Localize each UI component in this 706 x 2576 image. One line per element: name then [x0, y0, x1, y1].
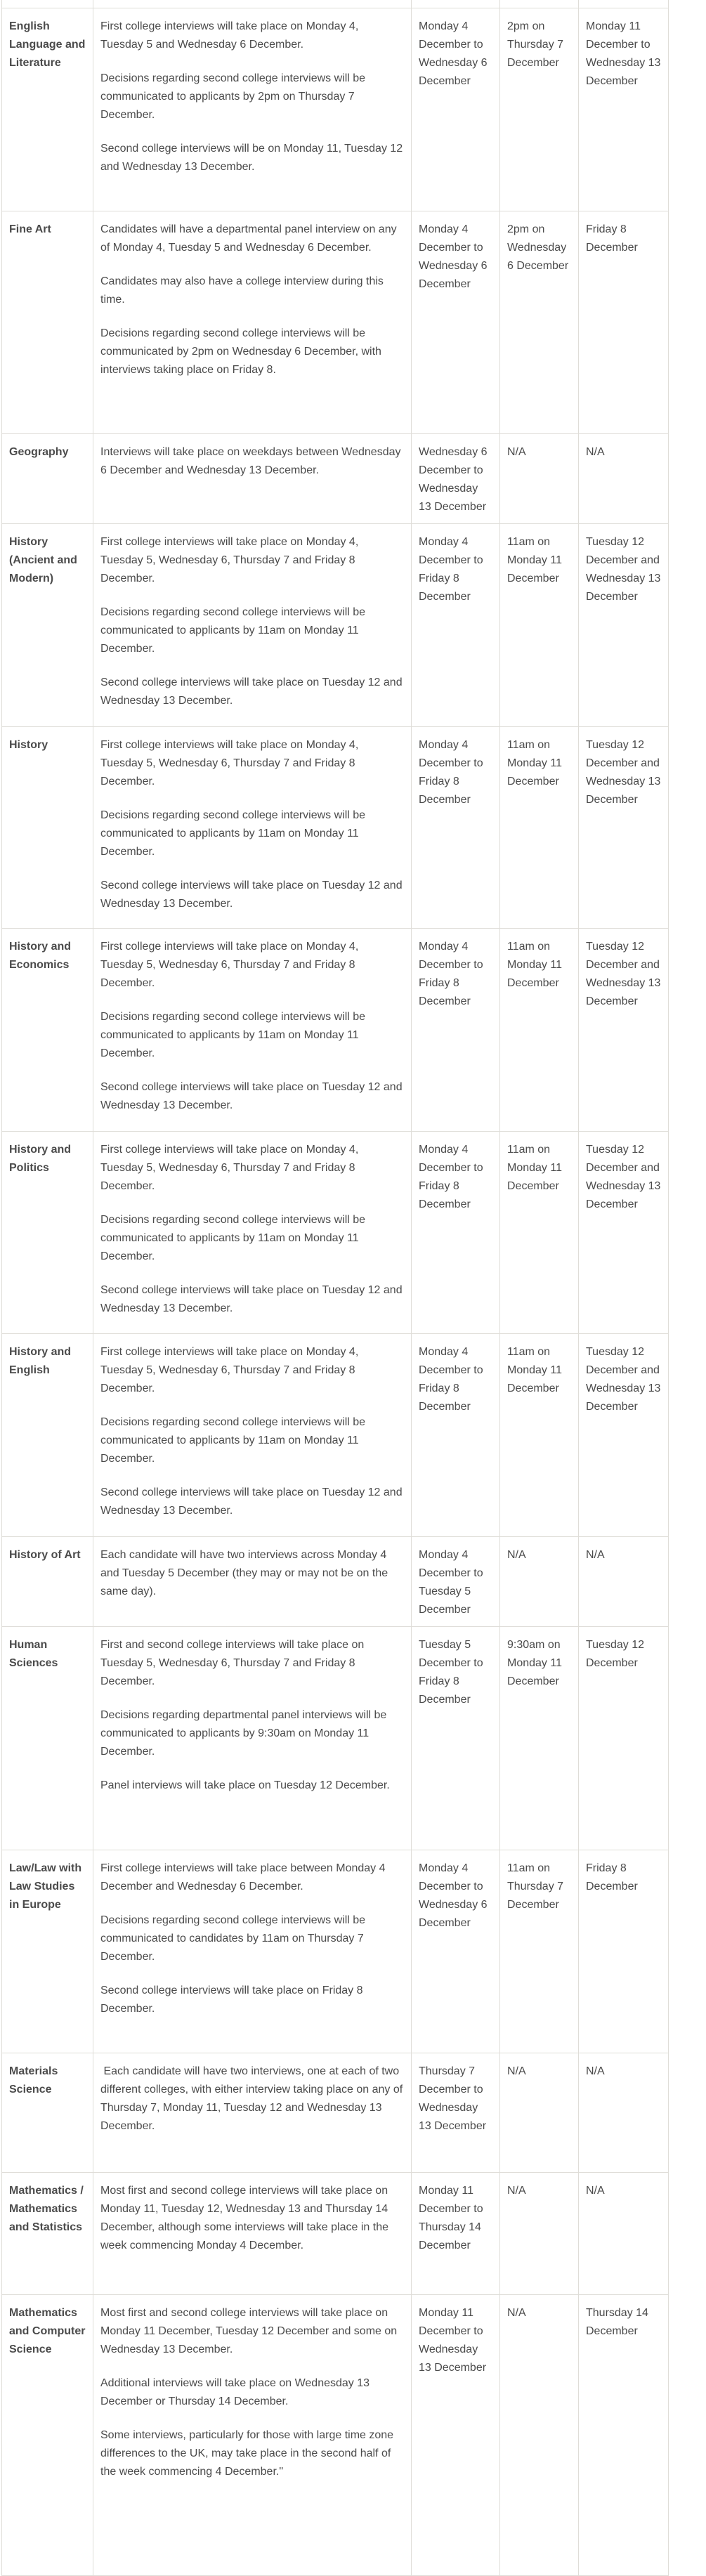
subject-cell: History — [2, 727, 93, 929]
description-paragraph: First college interviews will take place on Monday 4, Tuesday 5, Wednesday 6, Thursday 7 and Friday 8 December. — [100, 941, 359, 989]
second-interviews-cell: Tuesday 12 December and Wednesday 13 December — [579, 727, 669, 929]
description-cell — [93, 1537, 412, 1627]
table-row — [2, 1850, 669, 2053]
description-paragraph: First college interviews will take place on Monday 4, Tuesday 5, Wednesday 6, Thursday 7 and Friday 8 December. — [100, 1144, 359, 1192]
table-row — [2, 2053, 669, 2173]
second-interviews-cell: N/A — [579, 434, 669, 524]
first-interviews-dates-cell: Monday 4 December to Friday 8 December — [412, 929, 500, 1132]
first-interviews-dates-cell: Monday 11 December to Thursday 14 December — [412, 2173, 500, 2295]
description-paragraph: Each candidate will have two interviews, one at each of two different colleges, with either interview taking place on any of Thursday 7, Monday 11, Tuesday 12 and Wednesday 13 December. — [100, 2065, 403, 2132]
description-paragraph: First and second college interviews will take place on Tuesday 5, Wednesday 6, Thursday 7 and Friday 8 December. — [100, 1639, 365, 1687]
description-paragraph: Second college interviews will take place on Tuesday 12 and Wednesday 13 December. — [100, 1284, 403, 1314]
description-paragraph: Candidates will have a departmental panel interview on any of Monday 4, Tuesday 5 and Wednesday 6 December. — [100, 223, 397, 254]
subject-cell — [2, 0, 93, 8]
description-cell — [93, 2173, 412, 2295]
subject-cell: English Language and Literature — [2, 8, 93, 211]
description-paragraph: Decisions regarding second college interviews will be communicated to applicants by 11am on Monday 11 December. — [100, 1214, 366, 1262]
table-row — [2, 2173, 669, 2295]
decision-time-cell: N/A — [500, 434, 579, 524]
second-interviews-cell: Friday 8 December — [579, 1850, 669, 2053]
description-paragraph: Decisions regarding second college interviews will be communicated to applicants by 11am on Monday 11 December. — [100, 606, 366, 655]
description-cell — [93, 1132, 412, 1334]
decision-time-cell: 11am on Monday 11 December — [500, 1334, 579, 1537]
description-cell — [93, 434, 412, 524]
subject-cell: Law/Law with Law Studies in Europe — [2, 1850, 93, 2053]
description-paragraph: Decisions regarding second college interviews will be communicated to applicants by 2pm on Thursday 7 December. — [100, 72, 366, 121]
description-paragraph: Decisions regarding second college interviews will be communicated to candidates by 11am on Thursday 7 December. — [100, 1914, 366, 1963]
subject-cell: History and Economics — [2, 929, 93, 1132]
decision-time-cell: 11am on Monday 11 December — [500, 1132, 579, 1334]
first-interviews-dates-cell: Monday 4 December to Friday 8 December — [412, 727, 500, 929]
first-interviews-dates-cell: Monday 4 December to Tuesday 5 December — [412, 1537, 500, 1627]
description-paragraph: Each candidate will have two interviews across Monday 4 and Tuesday 5 December (they may or may not be on the same day). — [100, 1549, 388, 1597]
subject-cell: Mathematics / Mathematics and Statistics — [2, 2173, 93, 2295]
description-paragraph: First college interviews will take place on Monday 4, Tuesday 5, Wednesday 6, Thursday 7 and Friday 8 December. — [100, 1346, 359, 1394]
second-interviews-cell: Tuesday 12 December and Wednesday 13 December — [579, 929, 669, 1132]
table-row — [2, 8, 669, 211]
first-interviews-dates-cell: Wednesday 6 December to Wednesday 13 December — [412, 434, 500, 524]
description-cell — [93, 211, 412, 434]
description-paragraph: First college interviews will take place on Monday 4, Tuesday 5, Wednesday 6, Thursday 7 and Friday 8 December. — [100, 739, 359, 787]
description-cell — [93, 8, 412, 211]
subject-cell: Human Sciences — [2, 1627, 93, 1850]
subject-cell: Materials Science — [2, 2053, 93, 2173]
first-interviews-dates-cell: Thursday 7 December to Wednesday 13 December — [412, 2053, 500, 2173]
decision-time-cell — [500, 0, 579, 8]
description-paragraph: Decisions regarding second college interviews will be communicated to applicants by 11am on Monday 11 December. — [100, 1416, 366, 1465]
description-cell — [93, 524, 412, 727]
description-cell — [93, 0, 412, 8]
second-interviews-cell: Tuesday 12 December and Wednesday 13 December — [579, 1334, 669, 1537]
table-row — [2, 727, 669, 929]
table-row-fragment — [2, 0, 669, 8]
first-interviews-dates-cell: Monday 4 December to Wednesday 6 December — [412, 1850, 500, 2053]
decision-time-cell: 2pm on Wednesday 6 December — [500, 211, 579, 434]
table-row — [2, 929, 669, 1132]
second-interviews-cell: Friday 8 December — [579, 211, 669, 434]
description-paragraph: Second college interviews will take place on Tuesday 12 and Wednesday 13 December. — [100, 880, 403, 910]
decision-time-cell: N/A — [500, 1537, 579, 1627]
subject-cell: Fine Art — [2, 211, 93, 434]
description-cell — [93, 1627, 412, 1850]
first-interviews-dates-cell: Monday 4 December to Wednesday 6 December — [412, 8, 500, 211]
table-row — [2, 434, 669, 524]
table-row — [2, 1334, 669, 1537]
description-paragraph: Most first and second college interviews will take place on Monday 11, Tuesday 12, Wednesday 13 and Thursday 14 December, although some interviews will take place in the week commencing Monday 4 December. — [100, 2185, 388, 2251]
decision-time-cell: 11am on Monday 11 December — [500, 524, 579, 727]
first-interviews-dates-cell: Monday 4 December to Friday 8 December — [412, 524, 500, 727]
subject-cell: History (Ancient and Modern) — [2, 524, 93, 727]
table-row — [2, 524, 669, 727]
second-interviews-cell: Thursday 14 December — [579, 2295, 669, 2576]
second-interviews-cell: Monday 11 December to Wednesday 13 December — [579, 8, 669, 211]
first-interviews-dates-cell: Monday 4 December to Wednesday 6 December — [412, 211, 500, 434]
table-row — [2, 1627, 669, 1850]
description-cell — [93, 1334, 412, 1537]
subject-cell: History and English — [2, 1334, 93, 1537]
description-paragraph: First college interviews will take place on Monday 4, Tuesday 5, Wednesday 6, Thursday 7 and Friday 8 December. — [100, 536, 359, 584]
decision-time-cell: 11am on Monday 11 December — [500, 727, 579, 929]
decision-time-cell: 2pm on Thursday 7 December — [500, 8, 579, 211]
description-paragraph: Most first and second college interviews will take place on Monday 11 December, Tuesday 12 December and some on Wednesday 13 December. — [100, 2307, 398, 2355]
second-interviews-cell: N/A — [579, 1537, 669, 1627]
description-paragraph: Decisions regarding second college interviews will be communicated to applicants by 11am on Monday 11 December. — [100, 809, 366, 858]
description-paragraph: Decisions regarding departmental panel interviews will be communicated to applicants by 9:30am on Monday 11 December. — [100, 1709, 387, 1758]
subject-cell: History and Politics — [2, 1132, 93, 1334]
table-row — [2, 1132, 669, 1334]
subject-cell: History of Art — [2, 1537, 93, 1627]
description-cell — [93, 2295, 412, 2576]
subject-cell: Geography — [2, 434, 93, 524]
description-paragraph: Some interviews, particularly for those with large time zone differences to the UK, may take place in the second half of the week commencing 4 December." — [100, 2429, 394, 2478]
decision-time-cell: 11am on Monday 11 December — [500, 929, 579, 1132]
first-interviews-dates-cell: Tuesday 5 December to Friday 8 December — [412, 1627, 500, 1850]
description-cell — [93, 2053, 412, 2173]
second-interviews-cell — [579, 0, 669, 8]
description-paragraph: Decisions regarding second college interviews will be communicated to applicants by 11am on Monday 11 December. — [100, 1011, 366, 1059]
description-paragraph: Decisions regarding second college interviews will be communicated by 2pm on Wednesday 6 December, with interviews taking place on Friday 8. — [100, 327, 381, 376]
second-interviews-cell: N/A — [579, 2053, 669, 2173]
first-interviews-dates-cell: Monday 4 December to Friday 8 December — [412, 1334, 500, 1537]
description-cell — [93, 1850, 412, 2053]
decision-time-cell: 11am on Thursday 7 December — [500, 1850, 579, 2053]
first-interviews-dates-cell — [412, 0, 500, 8]
decision-time-cell: N/A — [500, 2053, 579, 2173]
description-paragraph: Second college interviews will be on Monday 11, Tuesday 12 and Wednesday 13 December. — [100, 143, 403, 173]
description-paragraph: Additional interviews will take place on Wednesday 13 December or Thursday 14 December. — [100, 2377, 370, 2407]
second-interviews-cell: N/A — [579, 2173, 669, 2295]
description-cell — [93, 727, 412, 929]
first-interviews-dates-cell: Monday 4 December to Friday 8 December — [412, 1132, 500, 1334]
description-paragraph: Second college interviews will take place on Tuesday 12 and Wednesday 13 December. — [100, 1081, 403, 1111]
description-paragraph: Second college interviews will take place on Tuesday 12 and Wednesday 13 December. — [100, 1486, 403, 1517]
decision-time-cell: N/A — [500, 2173, 579, 2295]
description-paragraph: Interviews will take place on weekdays between Wednesday 6 December and Wednesday 13 December. — [100, 446, 401, 476]
decision-time-cell: 9:30am on Monday 11 December — [500, 1627, 579, 1850]
second-interviews-cell: Tuesday 12 December and Wednesday 13 December — [579, 1132, 669, 1334]
description-cell — [93, 929, 412, 1132]
description-paragraph: Second college interviews will take place on Tuesday 12 and Wednesday 13 December. — [100, 676, 403, 707]
second-interviews-cell: Tuesday 12 December — [579, 1627, 669, 1850]
table-row — [2, 2295, 669, 2576]
description-paragraph: First college interviews will take place on Monday 4, Tuesday 5 and Wednesday 6 December. — [100, 20, 359, 51]
first-interviews-dates-cell: Monday 11 December to Wednesday 13 December — [412, 2295, 500, 2576]
table-row — [2, 1537, 669, 1627]
interview-timetable — [1, 0, 669, 2576]
second-interviews-cell: Tuesday 12 December and Wednesday 13 December — [579, 524, 669, 727]
description-paragraph: Candidates may also have a college interview during this time. — [100, 275, 384, 306]
description-paragraph: First college interviews will take place between Monday 4 December and Wednesday 6 December. — [100, 1862, 386, 1892]
description-paragraph: Second college interviews will take place on Friday 8 December. — [100, 1985, 363, 2015]
description-paragraph: Panel interviews will take place on Tuesday 12 December. — [100, 1779, 390, 1791]
table-row — [2, 211, 669, 434]
subject-cell: Mathematics and Computer Science — [2, 2295, 93, 2576]
decision-time-cell: N/A — [500, 2295, 579, 2576]
